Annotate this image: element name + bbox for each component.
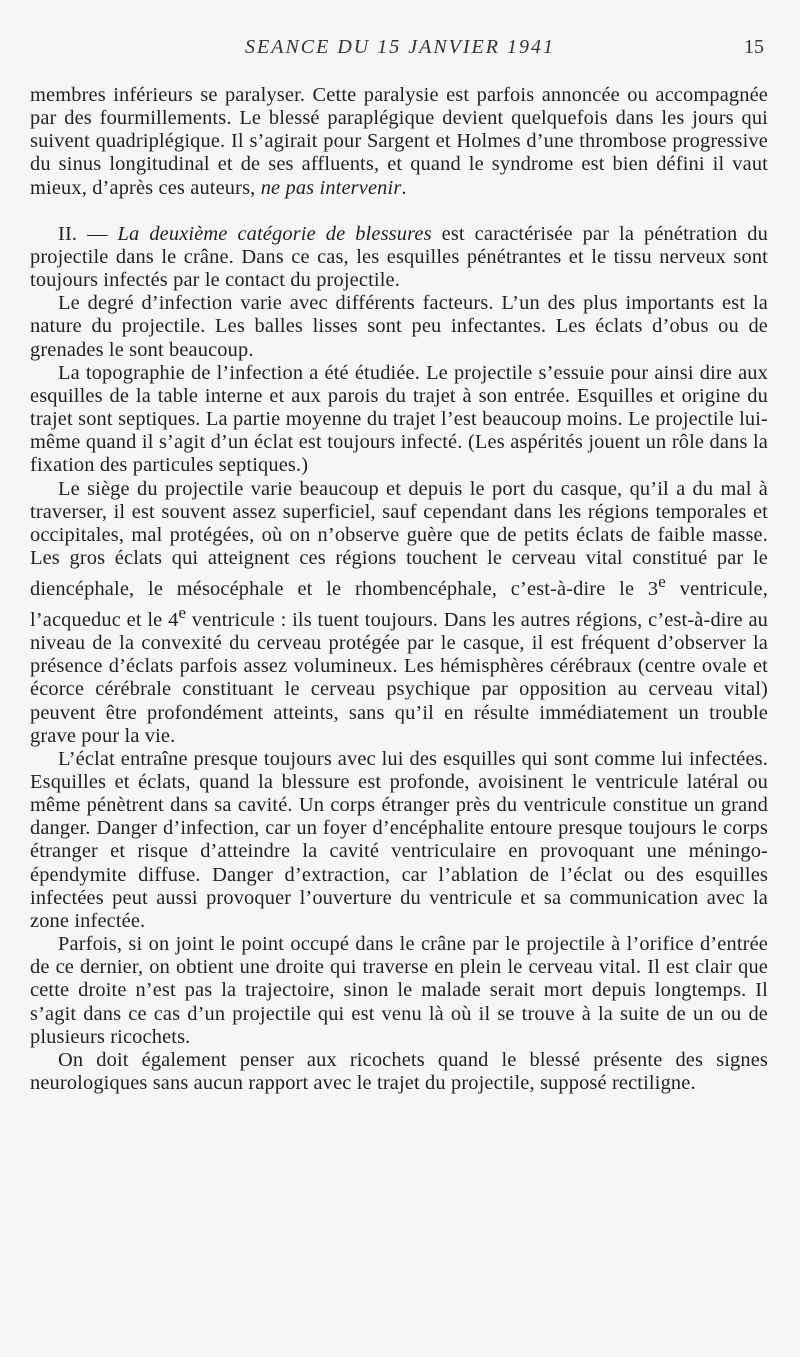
- paragraph-text: ventricule, l’acqueduc et le 4: [30, 577, 768, 631]
- superscript: e: [658, 572, 666, 592]
- body-text: [30, 84, 768, 1095]
- paragraph-end: .: [401, 176, 407, 199]
- emphasis-text: La deuxième catégorie de blessures: [117, 222, 432, 245]
- paragraph-text: ventricule : ils tuent toujours. Dans les autres régions, c’est-à-dire au niveau de la convexité du cerveau protégée par le casque, il est fréquent d’observer la présence d’éclats parfois assez volumineux. Les hémisphères cérébraux (centre ovale et écorce cérébrale constituant le cerveau psychique par opposition au cerveau vital) peuvent être profondément atteints, sans qu’il en résulte immédiatement un trouble grave pour la vie.: [30, 608, 768, 747]
- emphasis-text: ne pas intervenir: [260, 176, 402, 199]
- superscript: e: [178, 603, 187, 623]
- running-title: SEANCE DU 15 JANVIER 1941: [245, 36, 555, 58]
- paragraph-text: Le siège du projectile varie beaucoup et depuis le port du casque, qu’il a du mal à traverser, il est souvent assez superficiel, sauf cependant dans les régions temporales et occipitales, mal protégées, où on n’observe guère que de petits éclats de faible masse. Les gros éclats qui atteignent ces régions touchent le cerveau vital constitué par le diencéphale, le mésocéphale et le rhombencéphale, c’est-à-dire le 3: [30, 477, 768, 600]
- paragraph: On doit également penser aux ricochets quand le blessé présente des signes neurologiques sans aucun rapport avec le trajet du projectile, supposé rectiligne.: [30, 1048, 768, 1094]
- running-header: [0, 36, 800, 64]
- paragraph: [30, 478, 768, 748]
- paragraph-section-ii: [30, 223, 768, 292]
- paragraph-text: est caractérisée par la pénétration du projectile dans le crâne. Dans ce cas, les esquilles pénétrantes et le tissu nerveux sont toujours infectés par le contact du projectile.: [30, 222, 768, 292]
- paragraph-text: membres inférieurs se paralyser. Cette paralysie est parfois annoncée ou accompagnée par des fourmillements. Le blessé paraplégique devient quelquefois dans les jours qui suivent quadriplégique. Il s’agirait pour Sargent et Holmes d’une thrombose progressive du sinus longitudinal et de ses affluents, et quand le syndrome est bien défini il vaut mieux, d’après ces auteurs,: [30, 84, 768, 199]
- paragraph: L’éclat entraîne presque toujours avec lui des esquilles qui sont comme lui infectées. Esquilles et éclats, quand la blessure est profonde, avoisinent le ventricule latéral ou même pénètrent dans sa cavité. Un corps étranger près du ventricule constitue un grand danger. Danger d’infection, car un foyer d’encéphalite entoure presque toujours le corps étranger et risque d’atteindre la cavité ventriculaire en provoquant une méningo-épendymite diffuse. Danger d’extraction, car l’ablation de l’éclat ou des esquilles infectées peut aussi provoquer l’ouverture du ventricule et sa communication avec la zone infectée.: [30, 747, 768, 932]
- paragraph: Parfois, si on joint le point occupé dans le crâne par le projectile à l’orifice d’entrée de ce dernier, on obtient une droite qui traverse en plein le cerveau vital. Il est clair que cette droite n’est pas la trajectoire, sinon le malade serait mort depuis longtemps. Il s’agit dans ce cas d’un projectile qui est venu là où il se trouve à la suite de un ou de plusieurs ricochets.: [30, 933, 768, 1048]
- page-number: 15: [744, 36, 764, 58]
- paragraph: La topographie de l’infection a été étudiée. Le projectile s’essuie pour ainsi dire aux esquilles de la table interne et aux parois du trajet à son entrée. Esquilles et origine du trajet sont septiques. La partie moyenne du trajet l’est beaucoup moins. Le projectile lui-même quand il s’agit d’un éclat est toujours infecté. (Les aspérités jouent un rôle dans la fixation des particules septiques.): [30, 361, 768, 477]
- section-marker: II. —: [58, 222, 118, 245]
- paragraph: Le degré d’infection varie avec différents facteurs. L’un des plus importants est la nature du projectile. Les balles lisses sont peu infectantes. Les éclats d’obus ou de grenades le sont beaucoup.: [30, 292, 768, 361]
- paragraph-continued: [30, 84, 768, 200]
